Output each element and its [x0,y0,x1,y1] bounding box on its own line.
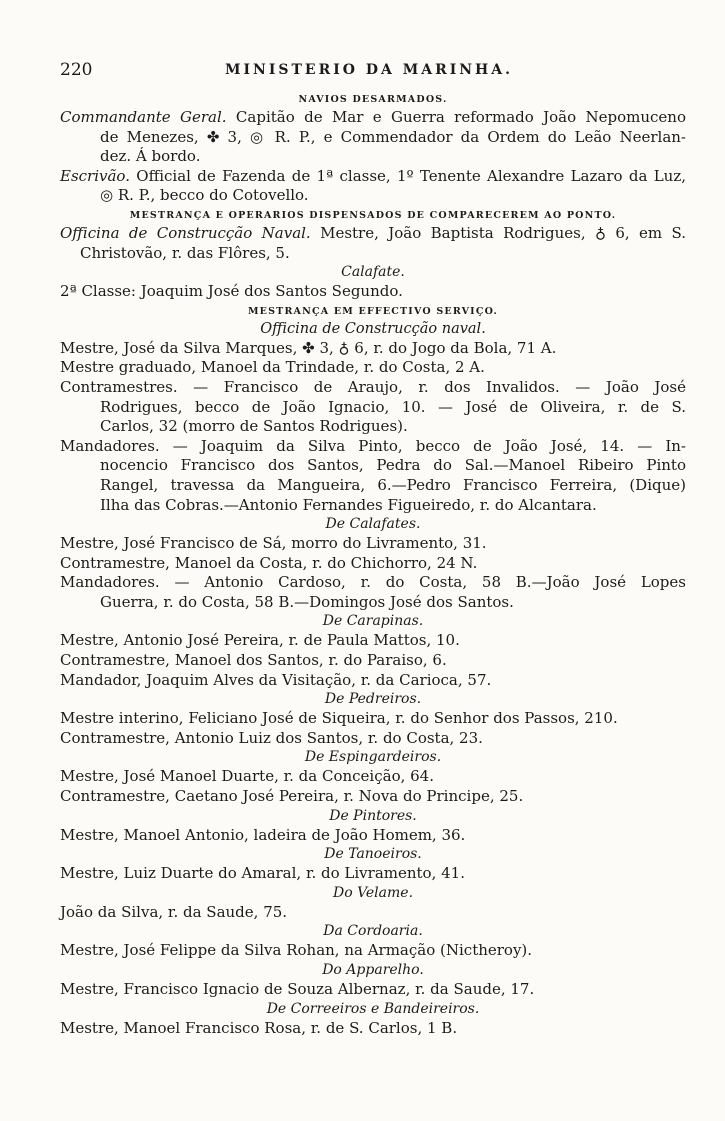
text-line: Mandador, Joaquim Alves da Visitação, r. da Carioca, 57. [60,670,492,689]
text-line: 2ª Classe: Joaquim José dos Santos Segundo. [60,282,403,301]
page-number: 220 [60,60,93,80]
document-page [60,60,686,1038]
subsection-heading: Do Apparelho. [322,962,424,978]
text-line: Ilha das Cobras.—Antonio Fernandes Figueiredo, r. do Alcantara. [100,495,597,514]
text-line: Mestre graduado, Manoel da Trindade, r. do Costa, 2 A. [60,358,485,377]
subsection-heading: De Pintores. [329,807,417,824]
text-line: de Menezes, ✤ 3, ◎ R. P., e Commendador da Ordem do Leão Neerlan- [100,127,686,146]
text-line: Mestre, José Manoel Duarte, r. da Conceição, 64. [60,767,434,786]
page-header [60,60,686,86]
text-line: Mandadores. — Antonio Cardoso, r. do Costa, 58 B.—João José Lopes [60,573,686,592]
text-line [60,167,686,187]
text-line: Contramestre, Caetano José Pereira, r. Nova do Principe, 25. [60,787,524,806]
subsection-heading: Officina de Construcção naval. [260,320,486,337]
role-label: Commandante Geral. [60,108,227,126]
section-heading-navios: NAVIOS DESARMADOS. [298,94,448,105]
text-line [60,224,686,244]
subsection-heading: De Espingardeiros. [304,749,442,766]
subsection-heading: De Pedreiros. [324,691,422,708]
text-line: Guerra, r. do Costa, 58 B.—Domingos José dos Santos. [100,592,514,611]
entry-text: Official de Fazenda de 1ª classe, 1º Tenente Alexandre Lazaro da Luz, [129,166,686,185]
entry-text: Capitão de Mar e Guerra reformado João Nepomuceno [226,108,687,126]
text-line: Mestre, Antonio José Pereira, r. de Paula Mattos, 10. [60,631,460,650]
subsection-heading: De Correeiros e Bandeireiros. [266,1000,480,1017]
text-line: Contramestre, Antonio Luiz dos Santos, r. do Costa, 23. [60,728,483,747]
text-line: Contramestres. — Francisco de Araujo, r. dos Invalidos. — João José [60,377,686,396]
text-line: Contramestre, Manoel da Costa, r. do Chichorro, 24 N. [60,553,478,572]
text-line: Mestre interino, Feliciano José de Siqueira, r. do Senhor dos Passos, 210. [60,709,618,728]
text-line: Mestre, Francisco Ignacio de Souza Albernaz, r. da Saude, 17. [60,980,535,998]
text-line: Mandadores. — Joaquim da Silva Pinto, becco de João José, 14. — In- [60,436,686,455]
subsection-heading: Do Velame. [332,884,414,901]
text-line: Carlos, 32 (morro de Santos Rodrigues). [100,417,408,436]
text-line: nocencio Francisco dos Santos, Pedra do Sal.—Manoel Ribeiro Pinto [100,456,686,475]
text-line: Contramestre, Manoel dos Santos, r. do Paraiso, 6. [60,651,447,670]
text-line: ◎ R. P., becco do Cotovello. [100,186,309,205]
text-line: Christovão, r. das Flôres, 5. [80,243,290,262]
text-line: Mestre, Manoel Francisco Rosa, r. de S. Carlos, 1 B. [60,1018,458,1037]
section-heading-dispensados: MESTRANÇA E OPERARIOS DISPENSADOS DE COMPARECEREM AO PONTO. [129,209,617,221]
text-line: Mestre, Manoel Antonio, ladeira de João Homem, 36. [60,825,466,844]
text-line: dez. Á bordo. [100,147,201,166]
subsection-heading: Calafate. [341,264,405,281]
text-line: João da Silva, r. da Saude, 75. [60,902,288,921]
role-label: Officina de Construcção Naval. [60,223,311,242]
entry-text: Mestre, João Baptista Rodrigues, ♁ 6, em S. [310,223,686,242]
text-line: Mestre, Luiz Duarte do Amaral, r. do Livramento, 41. [60,864,465,883]
subsection-heading: De Carapinas. [322,613,424,630]
text-line: Mestre, José da Silva Marques, ✤ 3, ♁ 6, r. do Jogo da Bola, 71 A. [60,338,557,357]
text-line: Mestre, José Francisco de Sá, morro do Livramento, 31. [60,534,487,553]
running-title: MINISTERIO DA MARINHA. [225,62,514,78]
role-label: Escrivão. [60,166,130,185]
text-line: Mestre, José Felippe da Silva Rohan, na Armação (Nictheroy). [60,941,533,960]
subsection-heading: Da Cordoaria. [323,923,423,940]
section-heading-effectivo: MESTRANÇA EM EFFECTIVO SERVIÇO. [247,305,499,317]
subsection-heading: De Calafates. [325,516,421,533]
text-line [60,108,686,128]
text-line: Rodrigues, becco de João Ignacio, 10. — José de Oliveira, r. de S. [100,397,686,416]
subsection-heading: De Tanoeiros. [324,846,422,863]
text-line: Rangel, travessa da Mangueira, 6.—Pedro Francisco Ferreira, (Dique) [100,475,686,494]
